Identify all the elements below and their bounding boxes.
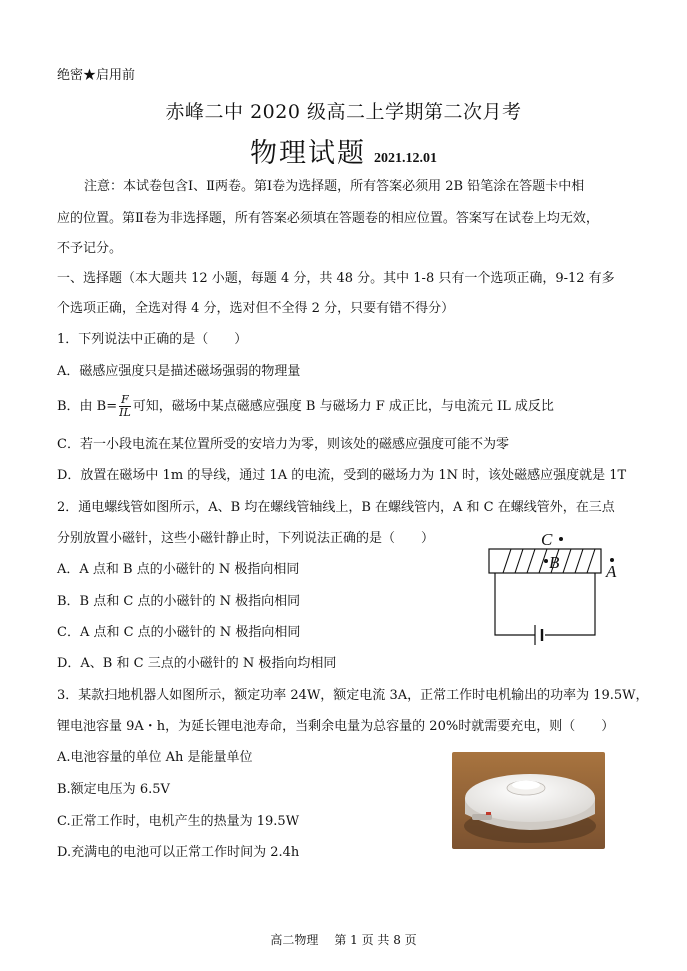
notice-line-1: 注意：本试卷包含Ⅰ、Ⅱ两卷。第Ⅰ卷为选择题，所有答案必须用 2B 铅笔涂在答题卡中相	[84, 179, 585, 194]
q1-option-d: D．放置在磁场中 1m 的导线，通过 1A 的电流，受到的磁场力为 1N 时，该处磁感应强度就是 1T	[57, 468, 627, 483]
q2-option-a: A．A 点和 B 点的小磁针的 N 极指向相同	[57, 562, 300, 577]
q1-b-fraction	[119, 394, 131, 419]
q1-b-denominator: IL	[119, 406, 131, 419]
exam-date: 2021.12.01	[374, 151, 437, 166]
q3-option-c: C.正常工作时，电机产生的热量为 19.5W	[57, 814, 300, 829]
section-heading-2: 个选项正确，全选对得 4 分，选对但不全得 2 分，只要有错不得分）	[57, 301, 455, 316]
notice-line-3: 不予记分。	[57, 241, 123, 256]
label-b: B	[549, 553, 560, 572]
q1-option-b	[57, 394, 554, 420]
label-a: A	[606, 562, 617, 581]
q1-b-prefix: B．由 B=	[57, 399, 118, 414]
label-c: C	[541, 530, 553, 549]
page-footer	[0, 931, 687, 948]
robot-vacuum-photo	[452, 752, 605, 849]
q1-option-c: C．若一小段电流在某位置所受的安培力为零，则该处的磁感应强度可能不为零	[57, 437, 509, 452]
point-b-dot	[544, 559, 548, 563]
secret-label: 绝密★启用前	[57, 68, 136, 83]
circuit-wire-right	[545, 573, 595, 635]
q2-option-d: D．A、B 和 C 三点的小磁针的 N 极指向均相同	[57, 656, 337, 671]
subject-title: 物理试题	[250, 138, 366, 169]
subject-title-row	[0, 131, 687, 170]
q3-option-b: B.额定电压为 6.5V	[57, 782, 170, 797]
turret-cap	[512, 781, 540, 790]
section-heading-1: 一、选择题（本大题共 12 小题，每题 4 分，共 48 分。其中 1-8 只有一个选项正确，9-12 有多	[57, 271, 615, 286]
solenoid-diagram	[483, 525, 633, 650]
q1-option-a: A．磁感应强度只是描述磁场强弱的物理量	[57, 364, 301, 379]
footer-page-number: 第 1 页 共 8 页	[334, 933, 417, 947]
status-light	[486, 812, 491, 815]
q2-option-b: B．B 点和 C 点的小磁针的 N 极指向相同	[57, 594, 301, 609]
q2-stem-2: 分别放置小磁针，这些小磁针静止时，下列说法正确的是（ ）	[57, 531, 435, 546]
footer-subject: 高二物理	[270, 933, 319, 947]
q1-b-numerator: F	[119, 394, 131, 407]
q3-option-a: A.电池容量的单位 Ah 是能量单位	[57, 750, 253, 765]
q1-stem: 1．下列说法中正确的是（ ）	[57, 332, 248, 347]
point-c-dot	[559, 537, 563, 541]
school-title: 赤峰二中 2020 级高二上学期第二次月考	[165, 101, 522, 123]
q1-b-suffix: 可知，磁场中某点磁感应强度 B 与磁场力 F 成正比，与电流元 IL 成反比	[132, 399, 554, 414]
q2-option-c: C．A 点和 C 点的小磁针的 N 极指向相同	[57, 625, 301, 640]
q3-option-d: D.充满电的电池可以正常工作时间为 2.4h	[57, 845, 300, 860]
circuit-wire	[495, 573, 535, 635]
q3-stem-2: 锂电池容量 9A・h，为延长锂电池寿命，当剩余电量为总容量的 20%时就需要充电，则（ ）	[57, 719, 615, 734]
q3-stem-1: 3．某款扫地机器人如图所示，额定功率 24W，额定电流 3A，正常工作时电机输出的功率为 19.5W，	[57, 688, 649, 703]
q2-stem-1: 2．通电螺线管如图所示，A、B 均在螺线管轴线上，B 在螺线管内，A 和 C 在螺线管外，在三点	[57, 500, 615, 515]
notice-line-2: 应的位置。第Ⅱ卷为非选择题，所有答案必须填在答题卷的相应位置。答案写在试卷上均无效，	[57, 211, 599, 226]
